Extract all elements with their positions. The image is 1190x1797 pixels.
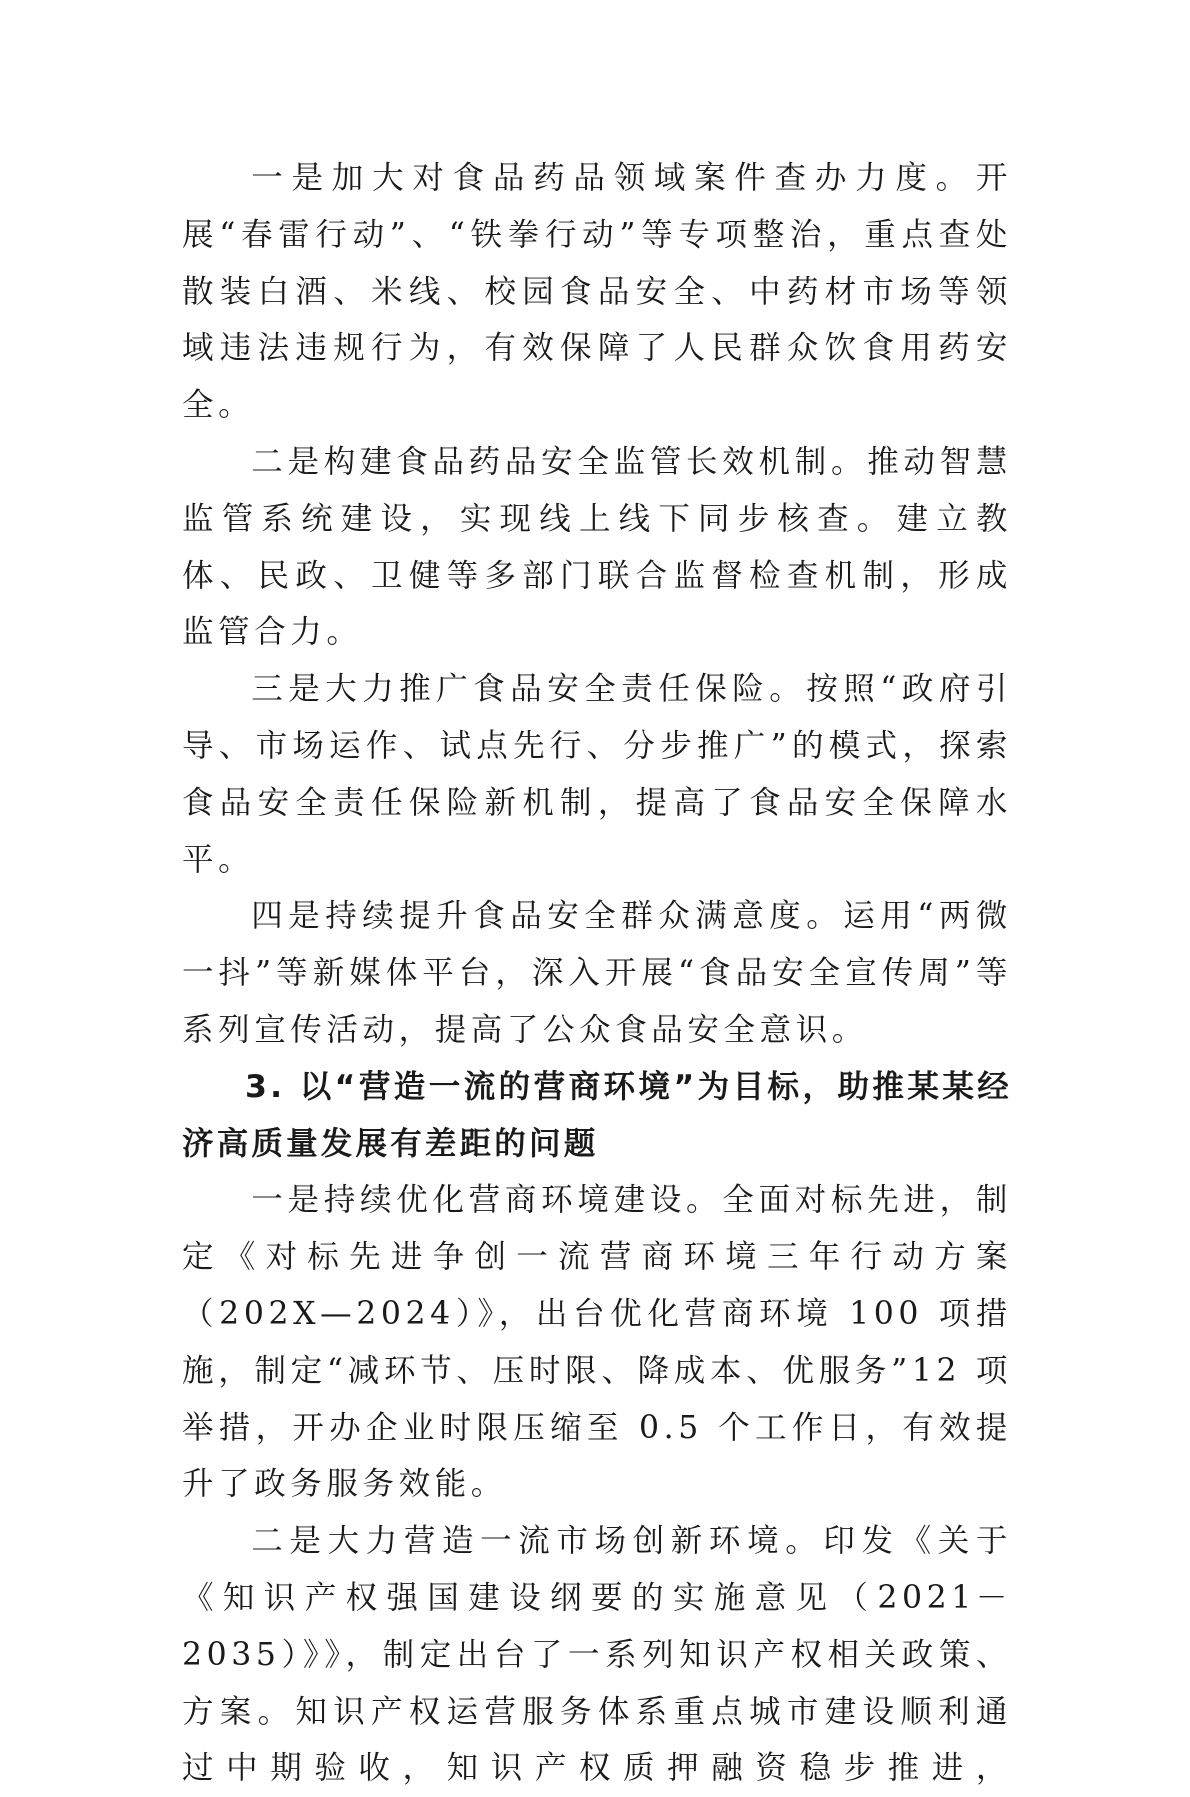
paragraph-food-drug-enforcement: 一是加大对食品药品领域案件查办力度。开展“春雷行动”、“铁拳行动”等专项整治，重点查处散装白酒、米线、校园食品安全、中药材市场等领域违法违规行为，有效保障了人民群众饮食用药安全。 [182,160,1012,424]
paragraph-public-satisfaction: 四是持续提升食品安全群众满意度。运用“两微一抖”等新媒体平台，深入开展“食品安全宣传周”等系列宣传活动，提高了公众食品安全意识。 [182,898,1012,1048]
section-heading-business-environment: 3. 以“营造一流的营商环境”为目标，助推某某经济高质量发展有差距的问题 [182,1068,1012,1162]
paragraph-optimize-business-environment: 一是持续优化营商环境建设。全面对标先进，制定《对标先进争创一流营商环境三年行动方案（202X—2024）》，出台优化营商环境 100 项措施，制定“减环节、压时限、降成本、优服务”12 项举措，开办企业时限压缩至 0.5 个工作日，有效提升了政务服务效能。 [182,1182,1012,1503]
paragraph-market-innovation: 二是大力营造一流市场创新环境。印发《关于《知识产权强国建设纲要的实施意见（2021－2035）》》，制定出台了一系列知识产权相关政策、方案。知识产权运营服务体系重点城市建设顺利通过中期验收，知识产权质押融资稳步推进， [182,1523,1012,1787]
paragraph-food-safety-insurance: 三是大力推广食品安全责任保险。按照“政府引导、市场运作、试点先行、分步推广”的模式，探索食品安全责任保险新机制，提高了食品安全保障水平。 [182,671,1012,878]
document-body [182,150,1012,1797]
paragraph-supervision-mechanism: 二是构建食品药品安全监管长效机制。推动智慧监管系统建设，实现线上线下同步核查。建立教体、民政、卫健等多部门联合监督检查机制，形成监管合力。 [182,443,1012,651]
